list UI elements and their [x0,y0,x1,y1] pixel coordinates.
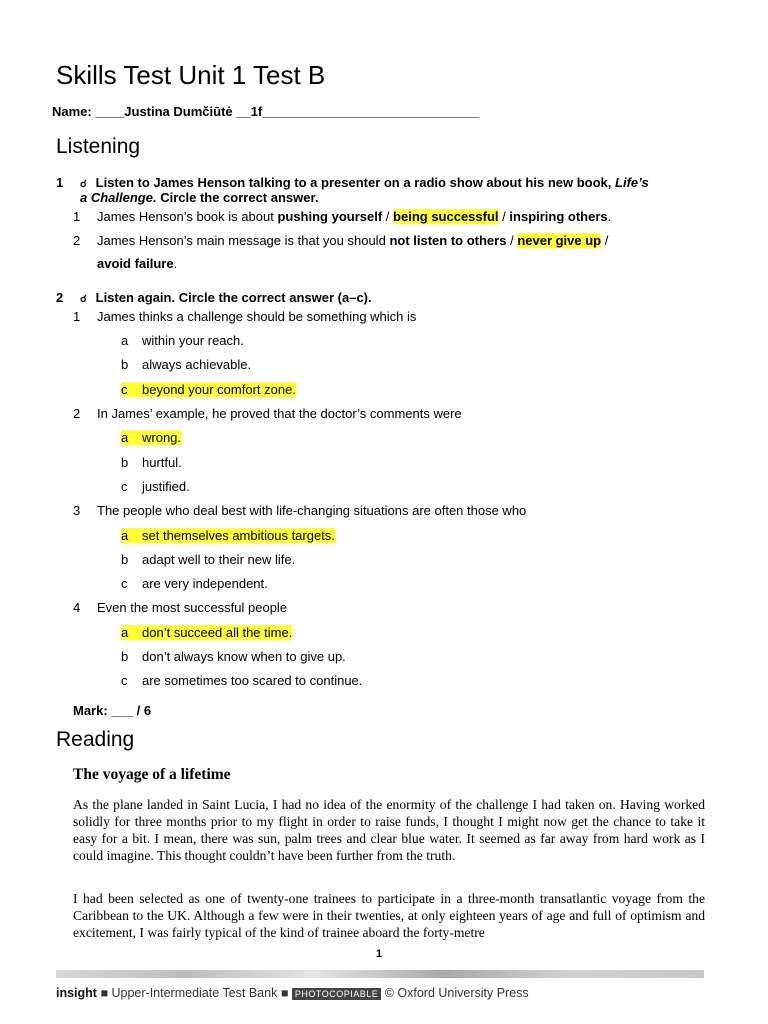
option-text: hurtful. [142,455,182,470]
option-letter: b [121,552,129,567]
q2-item-3-text: The people who deal best with life-changing situations are often those who [97,503,527,518]
q1-item-1-option-3: inspiring others [509,209,608,224]
option-letter: b [121,649,129,664]
option-text: justified. [142,479,190,494]
q1-item-2-option-2-highlighted: never give up [517,233,602,248]
q2-item-1-option-b [121,357,251,372]
option-letter: a [121,430,129,445]
q2-item-4-number: 4 [73,600,81,615]
q1-item-2 [73,233,608,248]
q2-item-1-number: 1 [73,309,81,324]
footer-bullet: ■ [280,986,289,1000]
q2-instruction-text: Listen again. Circle the correct answer (a–c). [95,290,372,305]
q2-item-1-stem [73,309,416,324]
option-text: don’t succeed all the time. [142,625,293,640]
q2-item-2-option-c [121,479,190,494]
option-letter: a [121,625,129,640]
option-text: beyond your comfort zone. [142,382,296,397]
footer [56,986,529,1000]
q2-item-1-option-c-highlighted [121,382,296,397]
q1-item-2-option-3: avoid failure [97,256,174,271]
footer-bullet: ■ [100,986,109,1000]
footer-bank: Upper-Intermediate Test Bank [111,986,278,1000]
q2-item-4-option-a-highlighted [121,625,292,640]
option-text: always achievable. [142,357,252,372]
q1-item-1-option-1: pushing yourself [277,209,383,224]
speaker-icon: ☌ [80,179,87,190]
separator: / [502,209,506,224]
q2-item-4-option-c [121,673,362,688]
q2-item-3-stem [73,503,526,518]
article-paragraph-2: I had been selected as one of twenty-one trainees to participate in a three-month transatlantic voyage from the Caribbean to the UK. Although a few were in their twenties, at only eighteen years of age and full of optimism and excitement, I was fairly typical of the kind of trainee aboard the forty-metre [73,891,705,940]
q1-instruction-text: Listen to James Henson talking to a presenter on a radio show about his new book, [95,175,612,190]
page-title: Skills Test Unit 1 Test B [56,60,326,90]
option-letter: b [121,357,129,372]
option-letter: a [121,528,129,543]
q2-item-1-option-a [121,333,244,348]
article-paragraph-1: As the plane landed in Saint Lucia, I had no idea of the enormity of the challenge I had taken on. Having worked solidly for three months prior to my flight in order to raise funds, I thought I might now get the chance to take it easy for a bit. I mean, there was sun, palm trees and clear blue water. It seemed as far away from hard work as I could imagine. This thought couldn’t have been further from the truth. [73,797,705,863]
period: . [173,256,178,271]
q1-book-title-cont: a Challenge. [80,190,157,205]
q2-item-2-stem [73,406,462,421]
option-letter: c [121,673,128,688]
option-text: don’t always know when to give up. [142,649,346,664]
option-text: adapt well to their new life. [142,552,296,567]
option-letter: c [121,382,128,397]
name-line: Name: ____Justina Dumčiūtė __1f______________________________ [52,104,480,119]
q1-number: 1 [56,175,64,190]
photocopiable-badge: PHOTOCOPIABLE [292,988,381,1000]
q2-item-3-option-a-highlighted [121,528,335,543]
separator: / [510,233,514,248]
q2-item-2-option-b [121,455,182,470]
option-letter: c [121,479,128,494]
separator: / [385,209,390,224]
q2-item-4-text: Even the most successful people [97,600,288,615]
q1-item-2-option-1: not listen to others [389,233,507,248]
q2-item-2-option-a-highlighted [121,430,181,445]
footer-banner-image [56,970,704,978]
q2-number: 2 [56,290,64,305]
q1-instruction-circle: Circle the correct answer. [160,190,319,205]
q1-item-1 [73,209,611,224]
period: . [607,209,612,224]
q1-book-title: Life’s [615,175,649,190]
q1-item-1-option-2-highlighted: being successful [393,209,499,224]
q2-instruction [56,290,372,305]
q1-item-2-number: 2 [73,233,81,248]
q2-item-4-option-b [121,649,346,664]
option-letter: b [121,455,129,470]
q2-item-3-option-b [121,552,295,567]
q1-instruction-line2 [80,190,318,205]
option-letter: a [121,333,129,348]
footer-brand: insight [56,986,97,1000]
q1-item-2-line2 [97,256,177,271]
option-text: are very independent. [142,576,268,591]
option-text: set themselves ambitious targets. [142,528,335,543]
q2-item-3-option-c [121,576,268,591]
listening-heading: Listening [56,135,141,158]
footer-publisher: © Oxford University Press [384,986,529,1000]
reading-heading: Reading [56,728,135,751]
option-text: wrong. [142,430,182,445]
q1-item-1-stem: James Henson’s book is about [97,209,274,224]
separator: / [604,233,609,248]
option-text: within your reach. [142,333,244,348]
q1-instruction [56,175,649,190]
q2-item-3-number: 3 [73,503,81,518]
q2-item-1-text: James thinks a challenge should be something which is [97,309,417,324]
q1-item-1-number: 1 [73,209,81,224]
article-title: The voyage of a lifetime [73,766,231,783]
q1-item-2-stem: James Henson’s main message is that you should [97,233,386,248]
option-text: are sometimes too scared to continue. [142,673,363,688]
q2-item-2-text: In James’ example, he proved that the doctor’s comments were [97,406,462,421]
option-letter: c [121,576,128,591]
speaker-icon: ☌ [80,294,87,305]
q2-item-4-stem [73,600,287,615]
mark-line: Mark: ___ / 6 [73,703,152,718]
q2-item-2-number: 2 [73,406,81,421]
page-number: 1 [376,948,383,960]
